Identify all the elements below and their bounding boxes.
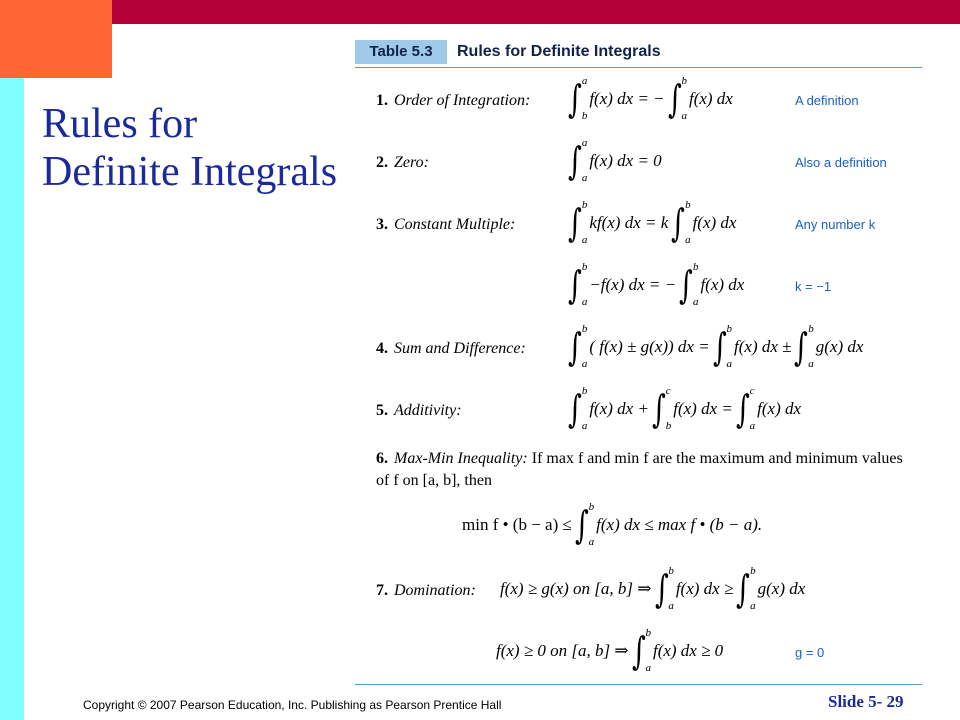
rule-3b-equation: ∫ b a −f(x) dx = − ∫ b a f(x) dx (565, 262, 744, 308)
rule-3-equation: ∫ b a kf(x) dx = k ∫ b a f(x) dx (565, 200, 736, 246)
rule-6-equation: min f • (b − a) ≤ ∫ b a f(x) dx ≤ max f • (b − a). (462, 501, 763, 548)
table-title: Rules for Definite Integrals (457, 43, 661, 60)
rule-3b-note: k = −1 (795, 279, 832, 294)
rule-7-equation: f(x) ≥ g(x) on [a, b] ⇒ ∫ b a f(x) dx ≥ ∫ b a g(x) dx (500, 565, 806, 612)
integral-icon: ∫ b a (567, 385, 588, 432)
integral-icon: ∫ b a (567, 323, 588, 370)
integral-icon: ∫ b a (671, 199, 691, 246)
rule-4-label: 4. Sum and Difference: (376, 340, 526, 357)
rule-7-label: 7. Domination: (376, 582, 476, 599)
corner-accent-block (0, 0, 112, 78)
rule-1-note: A definition (795, 93, 859, 108)
top-accent-bar (112, 0, 960, 24)
table-label: Table 5.3 (355, 40, 447, 64)
rule-1-equation: ∫ a b f(x) dx = − ∫ b a f(x) dx (565, 76, 733, 122)
integral-icon: ∫ b a (654, 565, 674, 612)
integral-icon: ∫ b a (667, 75, 687, 122)
rule-2-label: 2. Zero: (376, 154, 429, 171)
integral-icon: ∫ c a (735, 385, 756, 432)
rule-3-label: 3. Constant Multiple: (376, 216, 516, 233)
rule-5-label: 5. Additivity: (376, 402, 462, 419)
left-accent-bar (0, 78, 24, 720)
copyright-footer: Copyright © 2007 Pearson Education, Inc. Publishing as Pearson Prentice Hall (83, 698, 502, 712)
slide-title (42, 100, 337, 196)
slide-number: Slide 5- 29 (828, 692, 904, 711)
rule-7b-equation: f(x) ≥ 0 on [a, b] ⇒ ∫ b a f(x) dx ≥ 0 (496, 627, 724, 674)
integral-icon: ∫ a b (567, 75, 588, 122)
integral-icon: ∫ b a (574, 501, 595, 548)
title-line-2: Definite Integrals (42, 149, 338, 195)
integral-icon: ∫ b a (567, 261, 588, 308)
title-line-1: Rules for (42, 101, 198, 147)
table-top-rule (355, 67, 922, 68)
rule-5-equation: ∫ b a f(x) dx + ∫ c b f(x) dx = ∫ c a f(x) dx (565, 386, 801, 432)
integral-icon: ∫ b a (631, 627, 651, 674)
integral-icon: ∫ b a (679, 261, 699, 308)
integral-icon: ∫ b a (794, 323, 814, 370)
rule-2-note: Also a definition (795, 155, 887, 170)
rule-2-equation: ∫ a a f(x) dx = 0 (565, 138, 662, 184)
rule-4-equation: ∫ b a ( f(x) ± g(x)) dx = ∫ b a f(x) dx ± ∫ b a g(x) dx (565, 324, 863, 370)
integral-icon: ∫ b a (567, 199, 588, 246)
rule-7b-note: g = 0 (795, 645, 825, 660)
integral-icon: ∫ b a (736, 565, 756, 612)
rule-6-text: 6. Max-Min Inequality: If max f and min f are the maximum and minimum values of f on [a, b], then (376, 450, 903, 489)
integral-icon: ∫ b a (712, 323, 733, 370)
table-bottom-rule (355, 684, 922, 685)
rule-3-note: Any number k (795, 217, 876, 232)
rule-1-label: 1. Order of Integration: (376, 92, 531, 109)
integral-icon: ∫ a a (567, 137, 588, 184)
integral-icon: ∫ c b (651, 385, 672, 432)
